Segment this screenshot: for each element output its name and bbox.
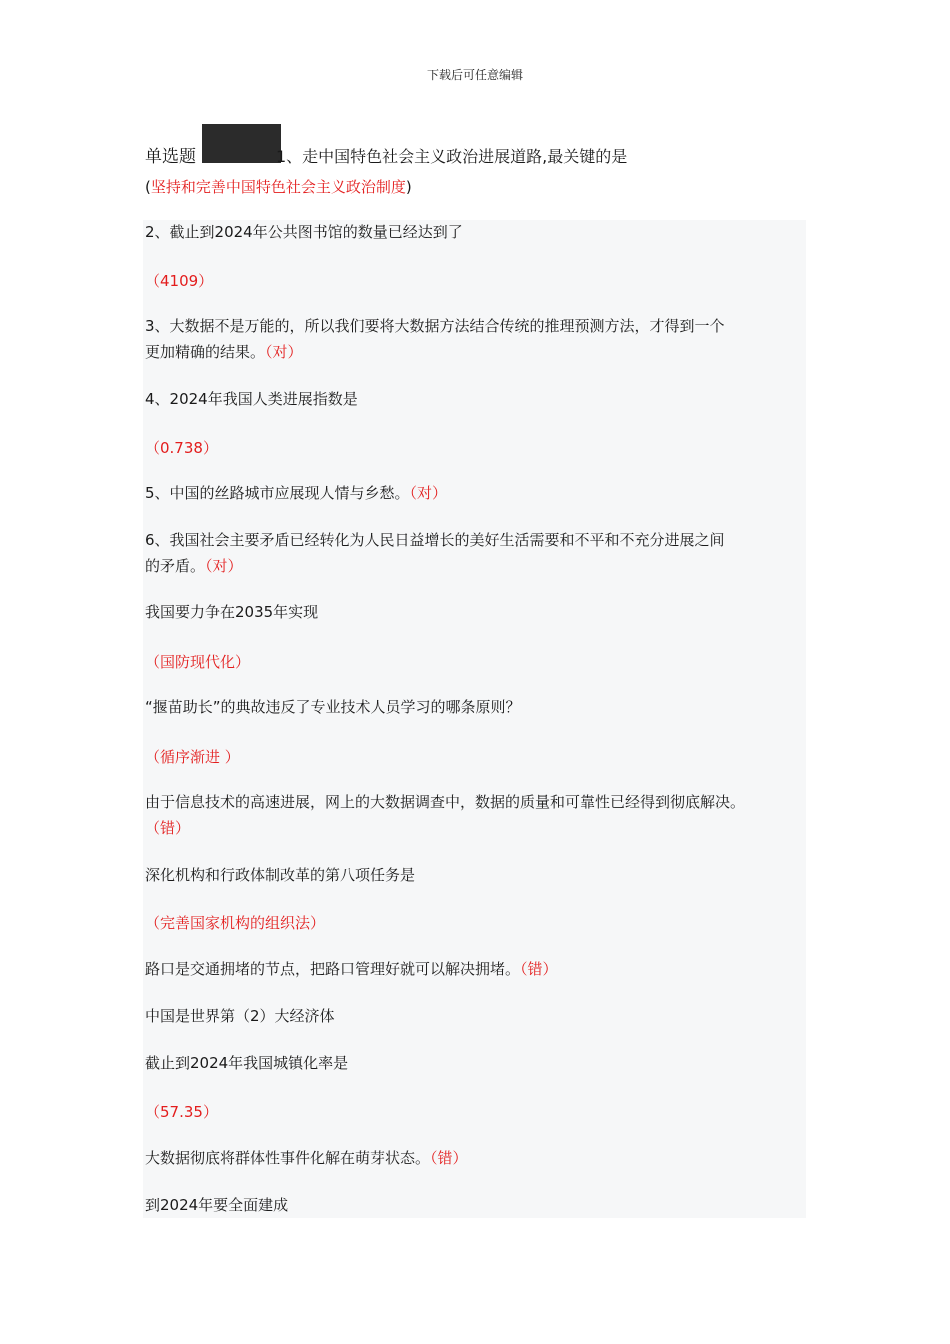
answer-11: （错） [520,960,558,978]
question-2: 2、截止到2024年公共图书馆的数量已经达到了 [145,223,463,241]
answer-5: （对） [409,484,448,502]
question-6 [145,527,810,579]
answer-13: （57.35） [145,1103,218,1121]
answer-9: （错） [145,819,191,837]
question-5 [145,480,810,506]
question-1: 1、走中国特色社会主义政治进展道路,最关键的是 [276,147,628,166]
question-8: “揠苗助长”的典故违反了专业技术人员学习的哪条原则？ [145,698,521,716]
question-10: 深化机构和行政体制改革的第八项任务是 [145,866,416,884]
answer-1-text: 坚持和完善中国特色社会主义政治制度 [150,178,406,196]
answer-1-open: ( [145,178,151,196]
question-3-line-2-text: 更加精确的结果。 [145,343,266,361]
answer-6: （对） [205,557,243,575]
question-12: 中国是世界第（2）大经济体 [145,1007,335,1025]
question-type-label: 单选题 [145,147,196,167]
question-11-text: 路口是交通拥堵的节点，把路口管理好就可以解决拥堵。 [145,960,521,978]
intro-line [145,146,627,168]
question-6-line-2-text: 的矛盾。 [145,557,206,575]
answer-1-close: ) [405,178,412,196]
question-3-line-1: 3、大数据不是万能的，所以我们要将大数据方法结合传统的推理预测方法，才得到一个 [145,317,725,335]
question-4: 4、2024年我国人类进展指数是 [145,390,358,408]
header-note: 下载后可任意编辑 [426,68,523,82]
question-3 [145,313,810,365]
question-13: 截止到2024年我国城镇化率是 [145,1054,349,1072]
answer-8: （循序渐进 ） [145,748,240,766]
question-11 [145,956,810,982]
question-14-text: 大数据彻底将群体性事件化解在萌芽状态。 [145,1149,431,1167]
question-15: 到2024年要全面建成 [145,1196,289,1214]
question-9-text: 由于信息技术的高速进展，网上的大数据调查中，数据的质量和可靠性已经得到彻底解决。 [145,793,746,811]
question-3-line-2 [145,339,810,365]
question-14 [145,1145,810,1171]
question-9 [145,789,810,841]
answer-7: （国防现代化） [145,653,251,671]
answer-3: （对） [265,343,303,361]
answer-1 [145,176,412,197]
answer-14: （错） [430,1149,468,1167]
answer-10: （完善国家机构的组织法） [145,914,326,932]
question-7: 我国要力争在2035年实现 [145,603,319,621]
answer-4: （0.738） [145,439,218,457]
answer-2: （4109） [145,272,214,290]
question-6-line-1: 6、我国社会主要矛盾已经转化为人民日益增长的美好生活需要和不平和不充分进展之间 [145,531,725,549]
question-6-line-2 [145,553,810,579]
question-5-text: 5、中国的丝路城市应展现人情与乡愁。 [145,484,410,502]
